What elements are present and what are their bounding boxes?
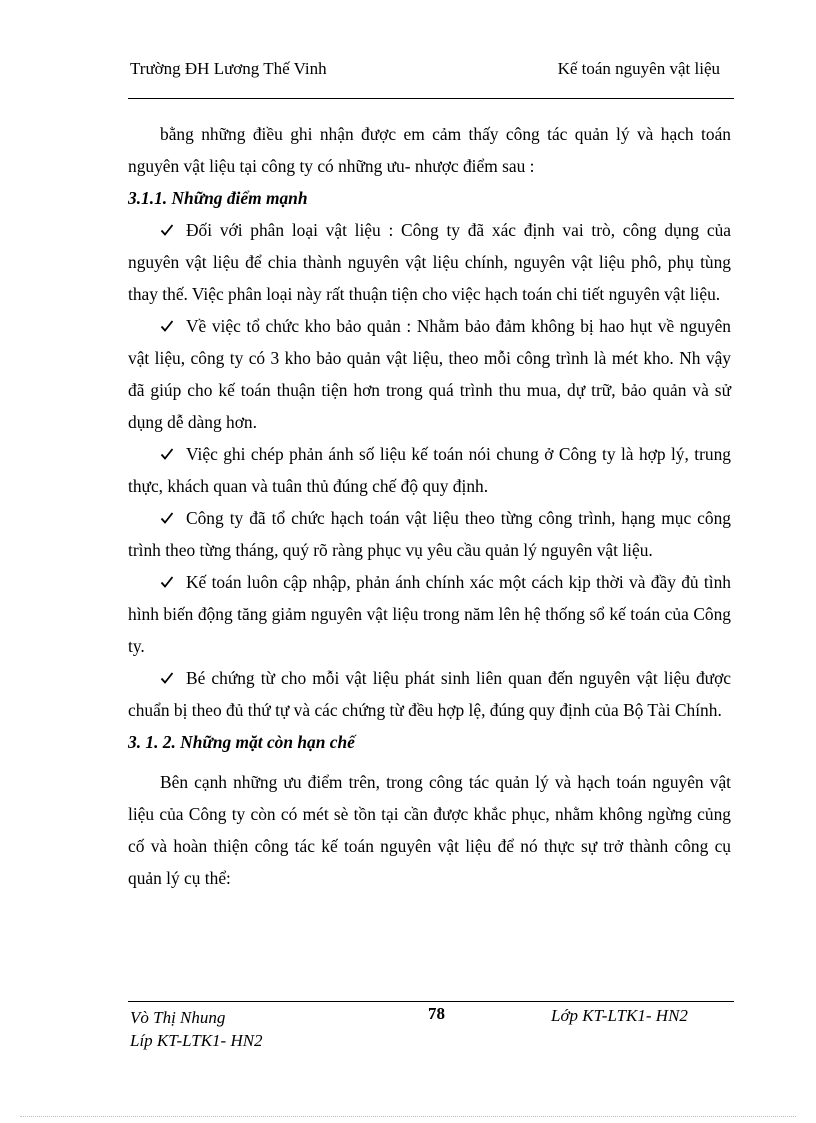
strength-text: Về việc tổ chức kho bảo quản : Nhằm bảo đảm không bị hao hụt về nguyên vật liệu, công ty có 3 kho bảo quản vật liệu, theo mỗi công trình là mét kho. Nh vậy đã giúp cho kế toán thuận tiện hơn trong quá trình thu mua, dự trữ, bảo quản và sử dụng dễ dàng hơn. [128, 316, 731, 432]
footer-divider [128, 1001, 734, 1002]
footer-author-block [130, 1006, 263, 1052]
footer-author-name: Vò Thị Nhung [130, 1008, 226, 1027]
strength-item-1 [128, 214, 731, 310]
section-heading-strengths: 3.1.1. Những điểm mạnh [128, 188, 308, 208]
strength-text: Kế toán luôn cập nhập, phản ánh chính xác một cách kịp thời và đầy đủ tình hình biến động tăng giảm nguyên vật liệu trong năm lên hệ thống sổ kế toán của Công ty. [128, 572, 731, 656]
header-school-name: Trường ĐH Lương Thế Vinh [130, 59, 327, 78]
footer-class: Lớp KT-LTK1- HN2 [551, 1006, 688, 1025]
strength-item-3 [128, 438, 731, 502]
page-number: 78 [428, 1004, 445, 1023]
document-body [128, 118, 731, 894]
strength-item-5 [128, 566, 731, 662]
intro-paragraph: bằng những điều ghi nhận được em cảm thấy công tác quản lý và hạch toán nguyên vật liệu tại công ty có những ưu- nhược điểm sau : [128, 124, 731, 176]
strength-text: Bé chứng từ cho mỗi vật liệu phát sinh liên quan đến nguyên vật liệu được chuẩn bị theo đủ thứ tự và các chứng từ đều hợp lệ, đúng quy định của Bộ Tài Chính. [128, 668, 731, 720]
page-edge-divider [20, 1116, 796, 1117]
checkmark-icon [160, 438, 186, 470]
header-divider [128, 98, 734, 99]
strength-item-6 [128, 662, 731, 726]
checkmark-icon [160, 662, 186, 694]
strength-item-4 [128, 502, 731, 566]
checkmark-icon [160, 566, 186, 598]
checkmark-icon [160, 214, 186, 246]
strength-text: Đối với phân loại vật liệu : Công ty đã xác định vai trò, công dụng của nguyên vật liệu để chia thành nguyên vật liệu chính, nguyên vật liệu phô, phụ tùng thay thế. Việc phân loại này rất thuận tiện cho việc hạch toán chi tiết nguyên vật liệu. [128, 220, 731, 304]
checkmark-icon [160, 310, 186, 342]
checkmark-icon [160, 502, 186, 534]
strength-item-2 [128, 310, 731, 438]
header-document-title: Kế toán nguyên vật liệu [557, 59, 720, 78]
section-heading-limitations: 3. 1. 2. Những mặt còn hạn chế [128, 732, 355, 752]
limitations-paragraph: Bên cạnh những ưu điểm trên, trong công tác quản lý và hạch toán nguyên vật liệu của Công ty còn có mét sè tồn tại cần được khắc phục, nhằm không ngừng củng cố và hoàn thiện công tác kế toán nguyên vật liệu để nó thực sự trở thành công cụ quản lý cụ thể: [128, 772, 731, 888]
footer-author-class: Líp KT-LTK1- HN2 [130, 1031, 263, 1050]
strength-text: Công ty đã tổ chức hạch toán vật liệu theo từng công trình, hạng mục công trình theo từng tháng, quý rõ ràng phục vụ yêu cầu quản lý nguyên vật liệu. [128, 508, 731, 560]
strength-text: Việc ghi chép phản ánh số liệu kế toán nói chung ở Công ty là hợp lý, trung thực, khách quan và tuân thủ đúng chế độ quy định. [128, 444, 731, 496]
